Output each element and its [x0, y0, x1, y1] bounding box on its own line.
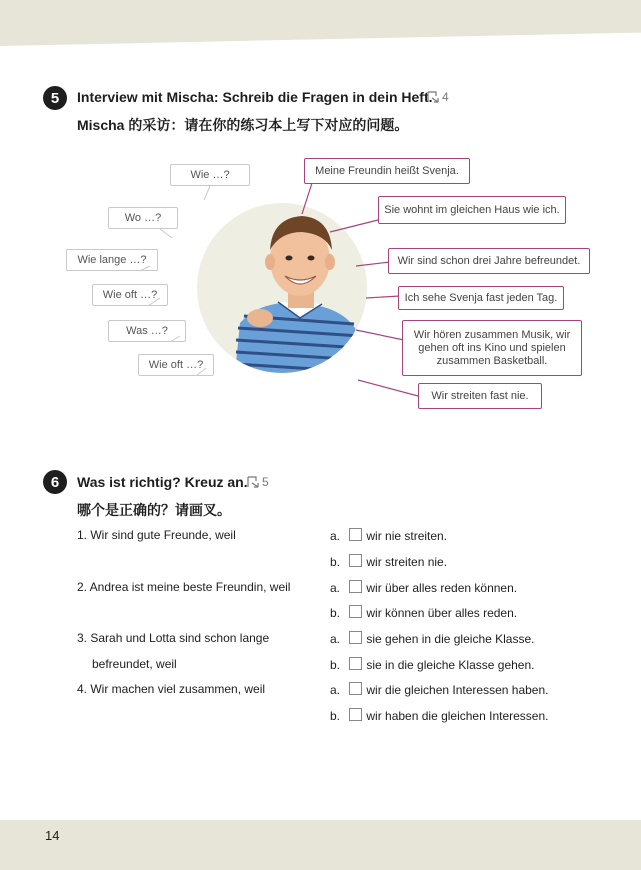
exercise-6-subtitle: 哪个是正确的？请画叉。 — [77, 502, 231, 518]
option-label-a: a. — [330, 529, 341, 543]
item-1-option-b — [330, 554, 447, 569]
option-text: wir haben die gleichen Interessen. — [366, 709, 549, 723]
question-bubble-2: Wo …? — [108, 207, 178, 229]
item-1-prompt: 1. Wir sind gute Freunde, weil — [77, 528, 236, 542]
checkbox-4b[interactable] — [349, 708, 362, 721]
question-bubble-3: Wie lange …? — [66, 249, 158, 271]
question-bubble-1: Wie …? — [170, 164, 250, 186]
option-label-a: a. — [330, 683, 341, 697]
bottom-band — [0, 820, 641, 870]
track-number: 5 — [262, 475, 269, 489]
exercise-5-subtitle: Mischa 的采访：请在你的练习本上写下对应的问题。 — [77, 117, 409, 133]
item-2-prompt: 2. Andrea ist meine beste Freundin, weil — [77, 580, 291, 594]
option-text: sie in die gleiche Klasse gehen. — [366, 658, 535, 672]
question-bubble-6: Wie oft …? — [138, 354, 214, 376]
checkbox-4a[interactable] — [349, 682, 362, 695]
option-text: wir über alles reden können. — [366, 581, 518, 595]
option-label-a: a. — [330, 581, 341, 595]
question-bubble-5: Was …? — [108, 320, 186, 342]
item-2-option-a — [330, 580, 517, 595]
option-label-b: b. — [330, 658, 341, 672]
option-text: wir können über alles reden. — [366, 606, 518, 620]
answer-bubble-3: Wir sind schon drei Jahre befreundet. — [388, 248, 590, 274]
answer-bubble-2: Sie wohnt im gleichen Haus wie ich. — [378, 196, 566, 224]
item-2-option-b — [330, 605, 517, 620]
option-label-b: b. — [330, 606, 341, 620]
item-4-option-a — [330, 682, 548, 697]
track-number: 4 — [442, 90, 449, 104]
page-number: 14 — [45, 828, 60, 843]
option-label-b: b. — [330, 555, 341, 569]
exercise-5-title: Interview mit Mischa: Schreib die Fragen in dein Heft. — [77, 89, 433, 105]
item-3-prompt-cont: befreundet, weil — [92, 657, 177, 671]
item-3-prompt: 3. Sarah und Lotta sind schon lange — [77, 631, 270, 645]
checkbox-2a[interactable] — [349, 580, 362, 593]
exercise-5-number: 5 — [43, 86, 67, 110]
checkbox-2b[interactable] — [349, 605, 362, 618]
option-label-a: a. — [330, 632, 341, 646]
exercise-6-number: 6 — [43, 470, 67, 494]
exercise-6-title: Was ist richtig? Kreuz an. — [77, 474, 248, 490]
option-label-b: b. — [330, 709, 341, 723]
checkbox-1a[interactable] — [349, 528, 362, 541]
question-bubble-4: Wie oft …? — [92, 284, 168, 306]
checkbox-3b[interactable] — [349, 657, 362, 670]
audio-track-icon — [246, 475, 260, 489]
answer-bubble-4: Ich sehe Svenja fast jeden Tag. — [398, 286, 564, 310]
item-3-option-a — [330, 631, 534, 646]
option-text: sie gehen in die gleiche Klasse. — [366, 632, 535, 646]
item-1-option-a — [330, 528, 447, 543]
exercise-6-track — [246, 475, 269, 489]
item-3-option-b — [330, 657, 534, 672]
answer-bubble-1: Meine Freundin heißt Svenja. — [304, 158, 470, 184]
item-4-option-b — [330, 708, 548, 723]
option-text: wir streiten nie. — [366, 555, 448, 569]
option-text: wir nie streiten. — [366, 529, 448, 543]
item-4-prompt: 4. Wir machen viel zusammen, weil — [77, 682, 266, 696]
option-text: wir die gleichen Interessen haben. — [366, 683, 549, 697]
checkbox-1b[interactable] — [349, 554, 362, 567]
answer-bubble-5: Wir hören zusammen Musik, wir gehen oft ins Kino und spielen zusammen Basketball. — [402, 320, 582, 376]
checkbox-3a[interactable] — [349, 631, 362, 644]
answer-bubble-6: Wir streiten fast nie. — [418, 383, 542, 409]
